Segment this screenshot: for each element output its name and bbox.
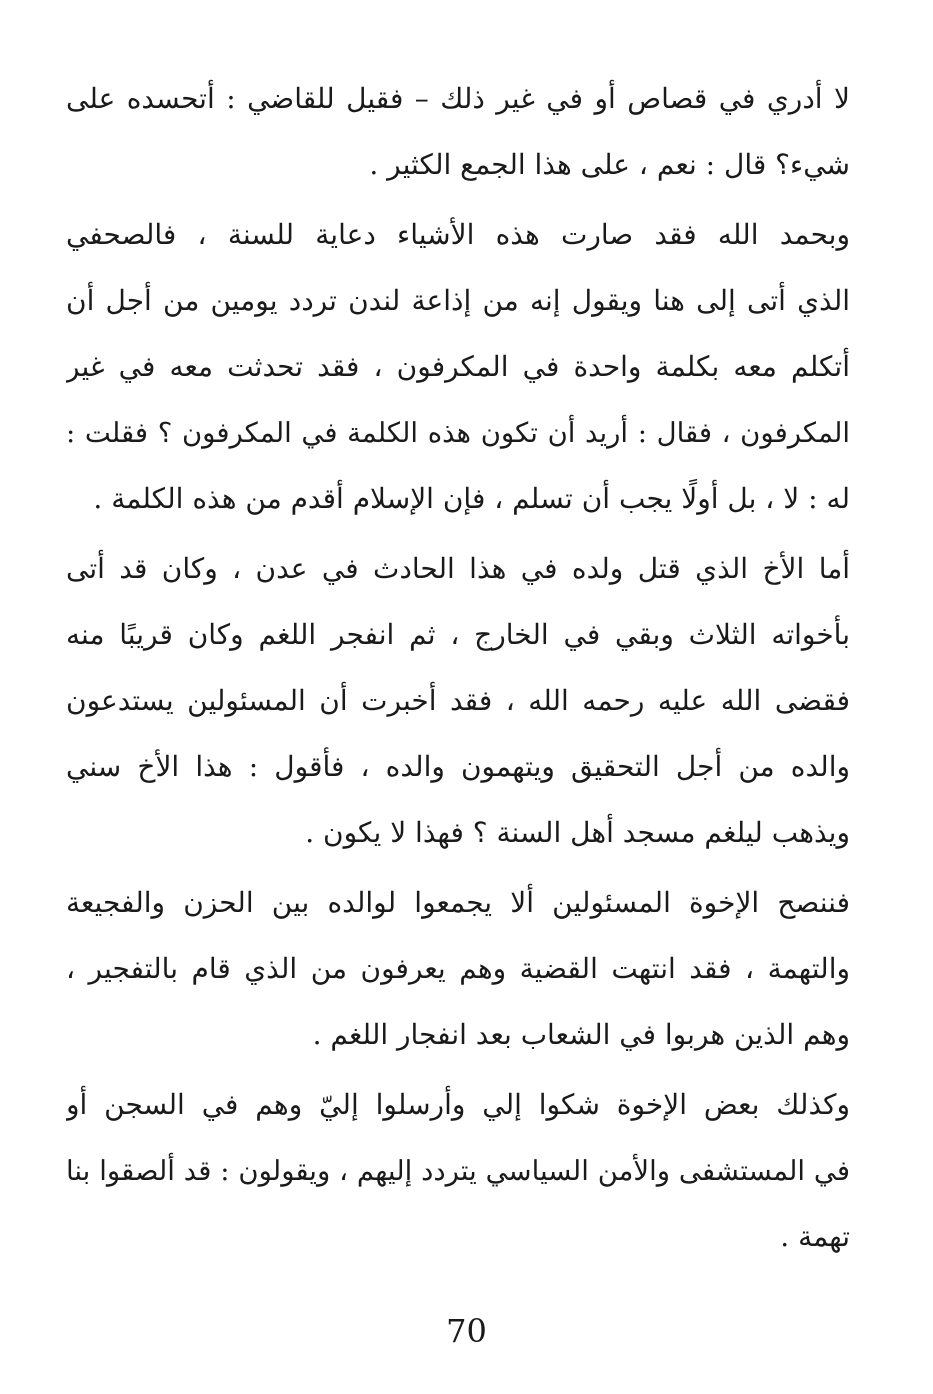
text-line: له : لا ، بل أولًا يجب أن تسلم ، فإن الإسلام أقدم من هذه الكلمة . <box>93 482 850 515</box>
text-line: والتهمة ، فقد انتهت القضية وهم يعرفون من الذي قام بالتفجير ، <box>66 952 850 985</box>
paragraph-3 <box>66 536 850 866</box>
paragraph-4 <box>66 870 850 1068</box>
page-number: 70 <box>446 1312 487 1350</box>
text-line: شيء؟ قال : نعم ، على هذا الجمع الكثير . <box>369 148 850 181</box>
text-line: المكرفون ، فقال : أريد أن تكون هذه الكلمة في المكرفون ؟ فقلت : <box>66 417 850 449</box>
text-line: أما الأخ الذي قتل ولده في هذا الحادث في عدن ، وكان قد أتى <box>66 552 850 585</box>
paragraph-2 <box>66 202 850 532</box>
text-line: أتكلم معه بكلمة واحدة في المكرفون ، فقد تحدثت معه في غير <box>66 350 850 383</box>
text-line: فقضى الله عليه رحمه الله ، فقد أخبرت أن المسئولين يستدعون <box>66 684 850 717</box>
text-line: والده من أجل التحقيق ويتهمون والده ، فأقول : هذا الأخ سني <box>66 750 850 783</box>
text-line: الذي أتى إلى هنا ويقول إنه من إذاعة لندن تردد يومين من أجل أن <box>66 284 850 317</box>
text-line: بأخواته الثلاث وبقي في الخارج ، ثم انفجر اللغم وكان قريبًا منه <box>66 618 850 651</box>
text-line: وكذلك بعض الإخوة شكوا إلي وأرسلوا إليّ وهم في السجن أو <box>66 1088 850 1121</box>
text-line: تهمة . <box>780 1220 850 1253</box>
text-line: في المستشفى والأمن السياسي يتردد إليهم ، ويقولون : قد ألصقوا بنا <box>66 1155 850 1187</box>
body-text <box>66 66 850 1270</box>
text-line: وبحمد الله فقد صارت هذه الأشياء دعاية للسنة ، فالصحفي <box>66 218 850 251</box>
text-line: فننصح الإخوة المسئولين ألا يجمعوا لوالده بين الحزن والفجيعة <box>66 886 850 919</box>
text-line: لا أدري في قصاص أو في غير ذلك – فقيل للقاضي : أتحسده على <box>66 82 850 115</box>
paragraph-1 <box>66 66 850 198</box>
text-line: ويذهب ليلغم مسجد أهل السنة ؟ فهذا لا يكون . <box>305 816 850 849</box>
paragraph-5 <box>66 1072 850 1270</box>
text-line: وهم الذين هربوا في الشعاب بعد انفجار اللغم . <box>312 1018 850 1051</box>
